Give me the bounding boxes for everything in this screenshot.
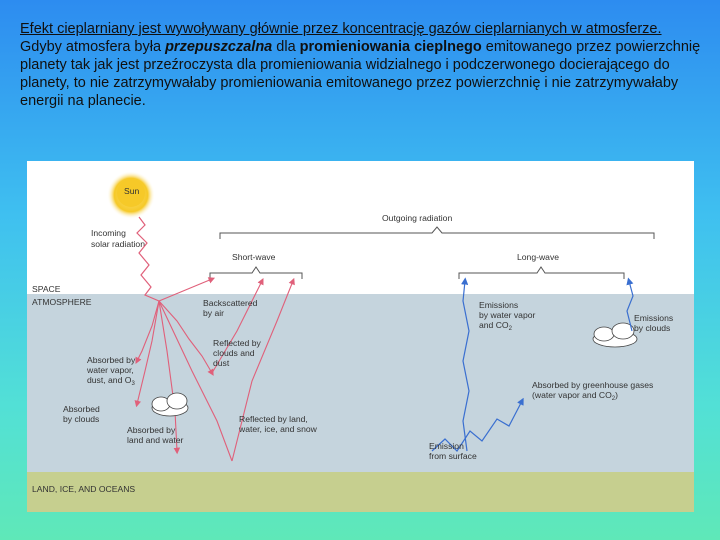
absorbed-land-label-2: land and water xyxy=(127,435,184,445)
incoming-label-2: solar radiation xyxy=(91,239,145,249)
incoming-ray xyxy=(137,217,159,301)
emissions-clouds-label-1: Emissions xyxy=(634,313,674,323)
long-wave-label: Long-wave xyxy=(517,252,560,262)
slide-title xyxy=(20,21,662,37)
emissions-wv-label-3: and $CO_2$ xyxy=(479,320,512,332)
reflected-clouds-label-3: dust xyxy=(213,358,230,368)
slide-title-part1: Efekt cieplarniany jest xyxy=(20,21,162,37)
absorbed-clouds-label-1: Absorbed xyxy=(63,404,100,414)
space-label: SPACE xyxy=(32,284,61,294)
body-emphasis-transparent: przepuszczalna xyxy=(165,39,273,55)
absorbed-water-label-2: water vapor, xyxy=(87,365,134,375)
outgoing-bracket xyxy=(220,227,654,239)
radiation-diagram-svg xyxy=(27,161,694,512)
absorbed-water-label-3: dust, and $O_3$ xyxy=(87,375,135,387)
atmosphere-label: ATMOSPHERE xyxy=(32,297,92,307)
emissions-clouds-label-2: by clouds xyxy=(634,323,671,333)
emissions-wv-label-1: Emissions xyxy=(479,300,519,310)
reflected-clouds-label-1: Reflected by xyxy=(213,338,261,348)
backscattered-label-2: by air xyxy=(203,308,225,318)
emissions-wv-label-2: by water vapor xyxy=(479,310,536,320)
long-wave-bracket xyxy=(459,267,624,279)
body-emphasis-thermal: promieniowania cieplnego xyxy=(299,39,482,55)
sun-label: Sun xyxy=(124,186,140,196)
short-wave-bracket xyxy=(210,267,302,279)
absorbed-ghg-label-1: Absorbed by greenhouse gases xyxy=(532,380,654,390)
land-label: LAND, ICE, AND OCEANS xyxy=(32,484,136,494)
reflected-land-label-2: water, ice, and snow xyxy=(239,424,317,434)
reflected-clouds-label-2: clouds and xyxy=(213,348,255,358)
backscattered-label-1: Backscattered xyxy=(203,298,258,308)
absorbed-clouds-label-2: by clouds xyxy=(63,414,100,424)
body-text-1: Gdyby atmosfera była xyxy=(20,39,166,55)
radiation-diagram xyxy=(27,161,694,512)
absorbed-ghg-label-2: (water vapor and $CO_2$) xyxy=(532,390,618,402)
emission-surface-label-1: Emission xyxy=(429,441,464,451)
reflected-land-label-1: Reflected by land, xyxy=(239,414,308,424)
absorbed-land-label-1: Absorbed by xyxy=(127,425,176,435)
short-wave-label: Short-wave xyxy=(232,252,276,262)
slide-text-block xyxy=(20,20,712,110)
emission-surface-label-2: from surface xyxy=(429,451,477,461)
body-text-3: dla xyxy=(272,39,300,55)
outgoing-label: Outgoing radiation xyxy=(382,213,453,223)
body-text-5: emitowanego przez powierzchnię planety tak jak jest przeźroczysta dla promieniowania widzialnego i podczerwonego docierającego do planety, to nie zatrzymywałaby promieniowania emitowanego przez powierzchnię i nie zatrzymywałaby energii na planecie. xyxy=(20,39,701,109)
absorbed-water-label-1: Absorbed by xyxy=(87,355,136,365)
slide-title-part2: wywoływany głównie przez koncentrację gazów cieplarnianych w atmosferze. xyxy=(161,21,662,37)
incoming-label-1: Incoming xyxy=(91,228,126,238)
